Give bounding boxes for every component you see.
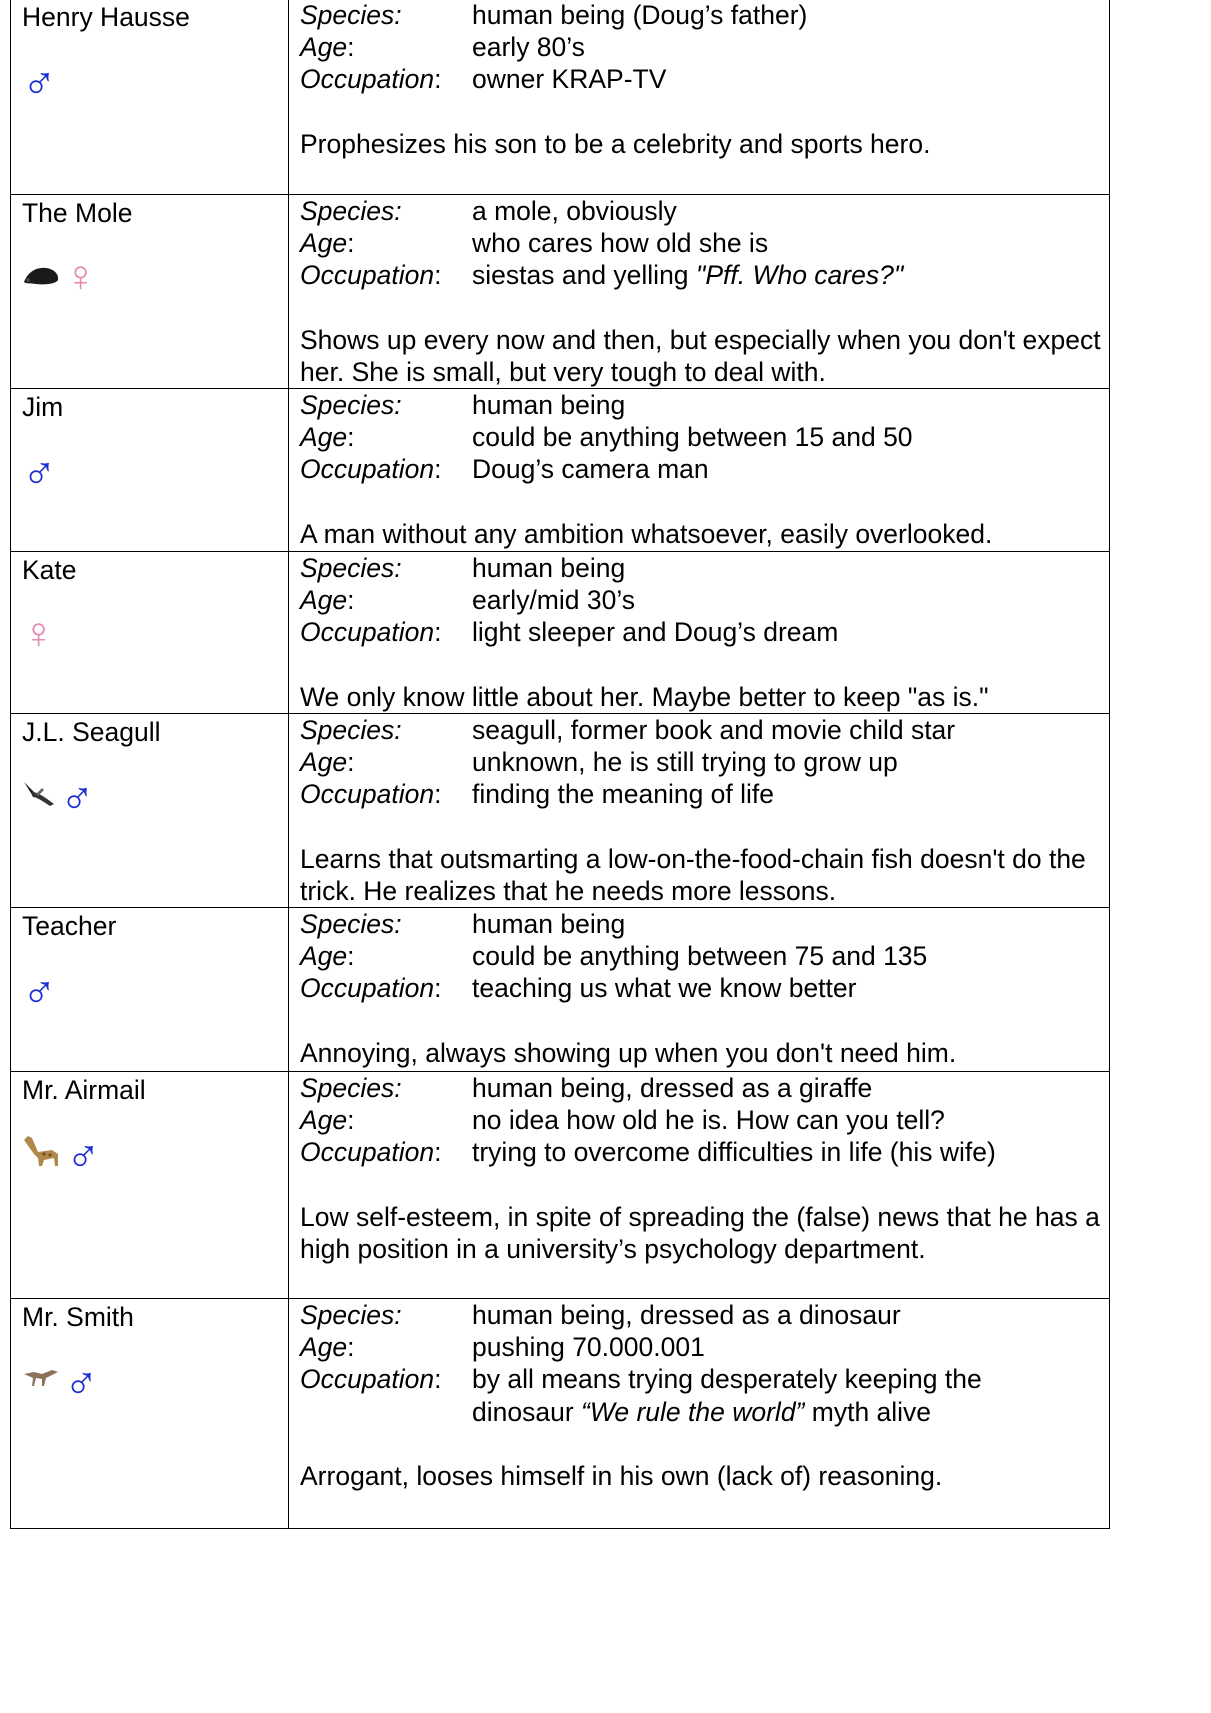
- character-info-cell: [289, 0, 1110, 195]
- occupation-row: Occupation: owner KRAP-TV: [300, 63, 1109, 95]
- character-info-cell: [289, 389, 1110, 552]
- age-row: Age: unknown, he is still trying to grow up: [300, 746, 1109, 778]
- species-label: Species:: [300, 0, 402, 30]
- character-name: J.L. Seagull: [22, 717, 161, 748]
- character-name: Mr. Smith: [22, 1302, 134, 1333]
- dinosaur-icon: [22, 1365, 60, 1397]
- male-icon: ♂: [22, 964, 57, 1017]
- character-description: A man without any ambition whatsoever, easily overlooked.: [300, 518, 993, 549]
- age-value: could be anything between 15 and 50: [472, 422, 913, 453]
- occupation-row: Occupation: trying to overcome difficulties in life (his wife): [300, 1136, 1109, 1168]
- occupation-label: Occupation: [300, 1364, 435, 1395]
- age-value: early 80’s: [472, 32, 585, 63]
- species-row: [300, 0, 1109, 31]
- character-description: Arrogant, looses himself in his own (lack of) reasoning.: [300, 1460, 943, 1491]
- character-info-cell: [289, 714, 1110, 908]
- character-name-cell: [11, 714, 289, 908]
- species-value: seagull, former book and movie child star: [472, 715, 956, 746]
- species-label: Species:: [300, 553, 402, 584]
- species-label: Species:: [300, 1073, 402, 1104]
- character-description: Low self-esteem, in spite of spreading the (false) news that he has a high position in a university’s psychology department.: [300, 1201, 1100, 1264]
- character-description: Learns that outsmarting a low-on-the-food-chain fish doesn't do the trick. He realizes that he needs more lessons.: [300, 843, 1086, 906]
- character-name-cell: [11, 195, 289, 389]
- character-row: [11, 389, 1110, 552]
- occupation-value: teaching us what we know better: [472, 973, 857, 1004]
- species-value: human being (Doug’s father): [472, 0, 808, 30]
- species-value: human being: [472, 390, 626, 421]
- species-row: [300, 1072, 1109, 1104]
- character-name: Henry Hausse: [22, 2, 190, 32]
- male-icon: ♂: [22, 445, 57, 498]
- character-icons: [22, 253, 288, 301]
- character-name: Mr. Airmail: [22, 1075, 146, 1106]
- age-value: pushing 70.000.001: [472, 1332, 705, 1363]
- character-description: Shows up every now and then, but especially when you don't expect her. She is small, but very tough to deal with.: [300, 324, 1101, 387]
- occupation-row: Occupation: by all means trying desperately keeping the dinosaur “We rule the world” myth alive: [300, 1363, 1109, 1427]
- character-row: [11, 195, 1110, 389]
- occupation-quote: "Pff. Who cares?": [695, 260, 904, 291]
- female-icon: ♀: [22, 609, 55, 659]
- occupation-row: Occupation: light sleeper and Doug’s dream: [300, 616, 1109, 648]
- age-label: Age: [300, 32, 348, 63]
- age-label: Age: [300, 422, 348, 453]
- species-label: Species:: [300, 909, 402, 940]
- character-icons: [22, 445, 288, 498]
- occupation-label: Occupation: [300, 260, 435, 291]
- character-name-cell: [11, 1299, 289, 1529]
- character-row: [11, 714, 1110, 908]
- character-row: [11, 552, 1110, 714]
- male-icon: ♂: [66, 1128, 101, 1181]
- occupation-row: Occupation: finding the meaning of life: [300, 778, 1109, 810]
- female-icon: ♀: [64, 252, 97, 302]
- character-info-cell: [289, 195, 1110, 389]
- character-icons: [22, 964, 288, 1017]
- occupation-value: owner KRAP-TV: [472, 64, 667, 95]
- character-icons: [22, 1355, 288, 1408]
- character-info-cell: [289, 552, 1110, 714]
- age-row: Age: no idea how old he is. How can you tell?: [300, 1104, 1109, 1136]
- age-value: could be anything between 75 and 135: [472, 941, 928, 972]
- character-icons: [22, 1128, 288, 1181]
- occupation-value: Doug’s camera man: [472, 454, 709, 485]
- species-row: [300, 1299, 1109, 1331]
- age-label: Age: [300, 1105, 348, 1136]
- character-name: Jim: [22, 392, 64, 423]
- occupation-label: Occupation: [300, 1137, 435, 1168]
- age-row: Age: could be anything between 75 and 135: [300, 940, 1109, 972]
- character-name-cell: [11, 552, 289, 714]
- character-row: [11, 0, 1110, 195]
- male-icon: ♂: [22, 55, 57, 108]
- occupation-value: trying to overcome difficulties in life (his wife): [472, 1137, 996, 1168]
- occupation-row: Occupation: teaching us what we know better: [300, 972, 1109, 1004]
- occupation-row: Occupation: Doug’s camera man: [300, 453, 1109, 485]
- species-value: a mole, obviously: [472, 196, 677, 226]
- species-value: human being: [472, 909, 626, 940]
- character-name-cell: [11, 1072, 289, 1299]
- age-row: Age: could be anything between 15 and 50: [300, 421, 1109, 453]
- character-name: The Mole: [22, 198, 133, 228]
- occupation-label: Occupation: [300, 64, 435, 95]
- giraffe-icon: [22, 1134, 62, 1175]
- age-row: Age: who cares how old she is: [300, 227, 1109, 259]
- character-row: [11, 1072, 1110, 1299]
- species-label: Species:: [300, 196, 402, 226]
- species-row: [300, 195, 1109, 227]
- age-value: unknown, he is still trying to grow up: [472, 747, 898, 778]
- occupation-value: by all means trying desperately keeping the dinosaur “We rule the world” myth alive: [472, 1364, 982, 1427]
- character-icons: [22, 770, 288, 823]
- male-icon: ♂: [64, 1355, 99, 1408]
- occupation-label: Occupation: [300, 973, 435, 1004]
- seagull-icon: [22, 778, 56, 815]
- species-label: Species:: [300, 715, 402, 746]
- age-value: no idea how old he is. How can you tell?: [472, 1105, 945, 1136]
- species-value: human being: [472, 553, 626, 584]
- occupation-value: finding the meaning of life: [472, 779, 775, 810]
- age-row: Age: early 80’s: [300, 31, 1109, 63]
- mole-icon: [22, 261, 60, 293]
- species-row: [300, 714, 1109, 746]
- character-info-cell: [289, 1299, 1110, 1529]
- character-row: [11, 908, 1110, 1072]
- male-icon: ♂: [60, 770, 95, 823]
- age-label: Age: [300, 228, 348, 259]
- species-row: [300, 908, 1109, 940]
- character-description: Prophesizes his son to be a celebrity and sports hero.: [300, 128, 931, 159]
- age-label: Age: [300, 941, 348, 972]
- occupation-label: Occupation: [300, 454, 435, 485]
- character-description: Annoying, always showing up when you don't need him.: [300, 1037, 957, 1068]
- age-label: Age: [300, 1332, 348, 1363]
- character-table: [10, 0, 1110, 1529]
- species-row: [300, 552, 1109, 584]
- species-value: human being, dressed as a giraffe: [472, 1073, 873, 1104]
- character-icons: [22, 55, 288, 108]
- character-info-cell: [289, 908, 1110, 1072]
- character-row: [11, 1299, 1110, 1529]
- character-info-cell: [289, 1072, 1110, 1299]
- age-value: early/mid 30’s: [472, 585, 635, 616]
- species-value: human being, dressed as a dinosaur: [472, 1300, 901, 1331]
- age-label: Age: [300, 585, 348, 616]
- occupation-label: Occupation: [300, 617, 435, 648]
- character-name-cell: [11, 0, 289, 195]
- character-icons: [22, 610, 288, 658]
- age-value: who cares how old she is: [472, 228, 769, 259]
- age-label: Age: [300, 747, 348, 778]
- occupation-row: Occupation: siestas and yelling "Pff. Who cares?": [300, 259, 1109, 291]
- character-description: We only know little about her. Maybe better to keep "as is.": [300, 681, 989, 712]
- character-name: Teacher: [22, 911, 117, 942]
- species-row: [300, 389, 1109, 421]
- occupation-value: light sleeper and Doug’s dream: [472, 617, 839, 648]
- occupation-quote: “We rule the world”: [581, 1396, 805, 1427]
- character-name: Kate: [22, 555, 77, 586]
- age-row: Age: pushing 70.000.001: [300, 1331, 1109, 1363]
- species-label: Species:: [300, 1300, 402, 1331]
- occupation-label: Occupation: [300, 779, 435, 810]
- occupation-value: siestas and yelling "Pff. Who cares?": [472, 260, 904, 291]
- character-name-cell: [11, 908, 289, 1072]
- species-label: Species:: [300, 390, 402, 421]
- age-row: Age: early/mid 30’s: [300, 584, 1109, 616]
- character-name-cell: [11, 389, 289, 552]
